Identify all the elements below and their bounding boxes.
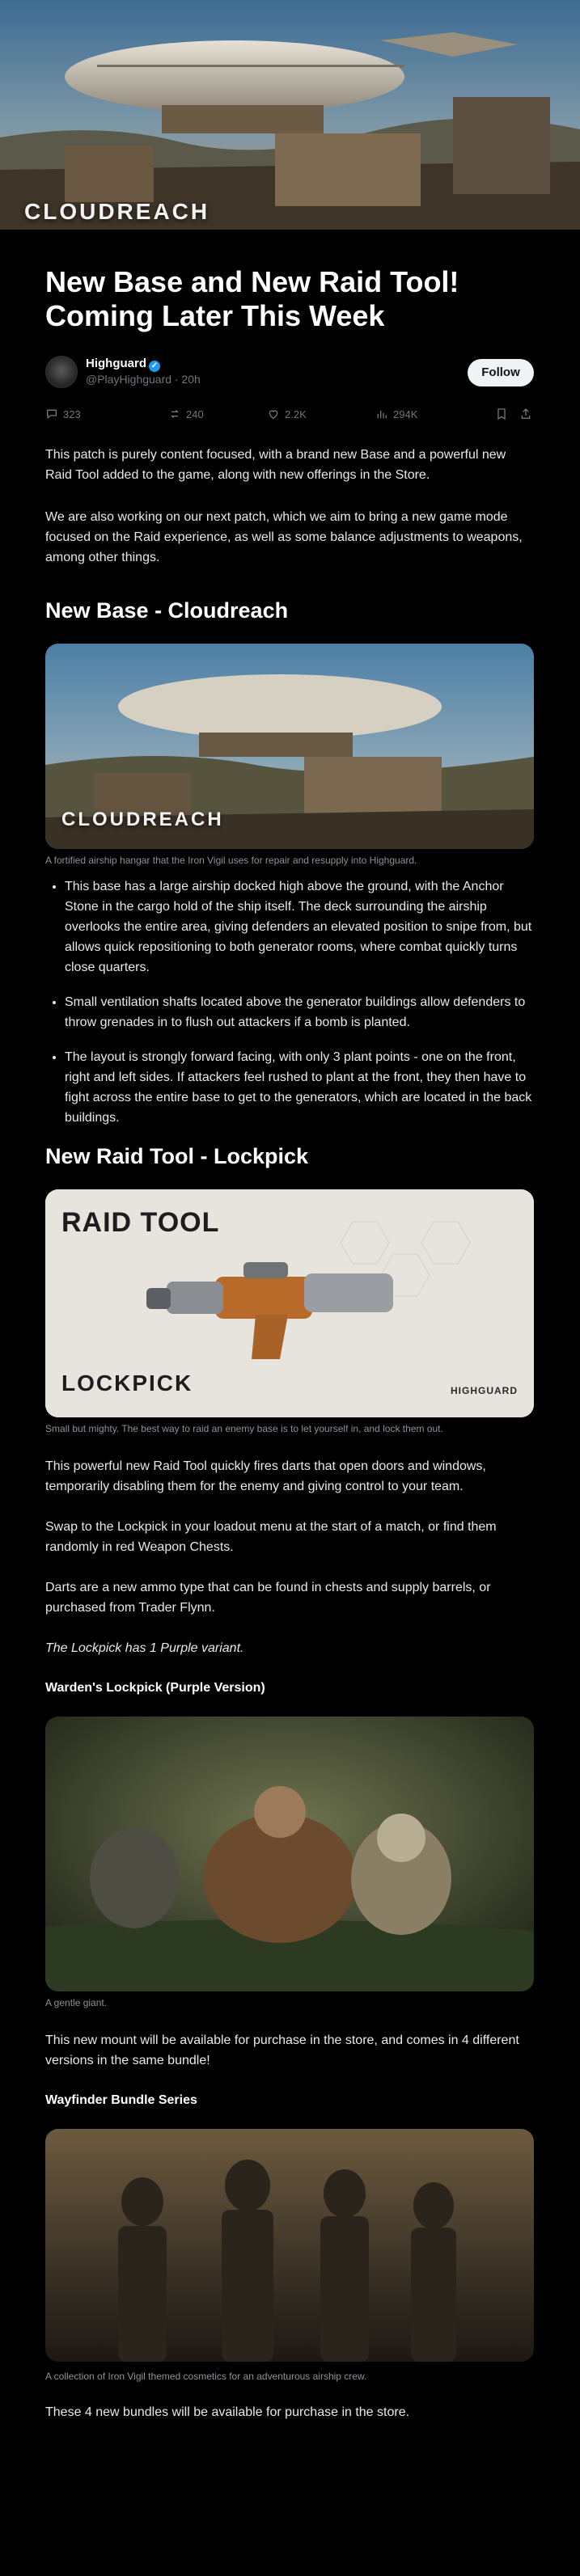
- reply-count: 323: [63, 408, 81, 420]
- warden-caption: A gentle giant.: [45, 1997, 108, 2008]
- section-heading-tool: New Raid Tool - Lockpick: [45, 1144, 309, 1168]
- warden-scene: [45, 1717, 534, 1991]
- lockpick-name: LOCKPICK: [61, 1370, 193, 1396]
- like-action[interactable]: [267, 408, 307, 420]
- bookmark-action[interactable]: [495, 408, 508, 420]
- list-item: • Small ventilation shafts located above the generator buildings allow defenders to throw grenades in to flush out attackers if a bomb is planted.: [65, 992, 534, 1033]
- lockpick-caption: Small but mighty. The best way to raid an enemy base is to let yourself in, and lock them out.: [45, 1423, 443, 1434]
- engagement-bar: [45, 401, 534, 429]
- tool-paragraph-3: Darts are a new ammo type that can be found in chests and supply barrels, or purchased from Trader Flynn.: [45, 1581, 491, 1615]
- cloudreach-image[interactable]: [45, 644, 534, 849]
- cloudreach-caption: A fortified airship hangar that the Iron Vigil uses for repair and resupply into Highguard.: [45, 855, 417, 866]
- repost-action[interactable]: [168, 408, 204, 420]
- hero-image: [0, 0, 580, 230]
- share-action[interactable]: [519, 408, 532, 420]
- follow-button[interactable]: Follow: [468, 359, 534, 386]
- list-item: • This base has a large airship docked high above the ground, with the Anchor Stone in the cargo hold of the ship itself. The deck surrounding the airship overlooks the entire area, giving defenders an elevated position to snipe from, but allows quick repositioning to both generator rooms, where combat quickly turns close quarters.: [65, 876, 534, 978]
- wayfinder-paragraph: These 4 new bundles will be available for purchase in the store.: [45, 2405, 410, 2419]
- tool-paragraph-2: Swap to the Lockpick in your loadout menu at the start of a match, or find them randomly in red Weapon Chests.: [45, 1520, 497, 1554]
- wayfinder-caption: A collection of Iron Vigil themed cosmetics for an adventurous airship crew.: [45, 2371, 367, 2382]
- list-item: • The layout is strongly forward facing, with only 3 plant points - one on the front, right and left sides. If attackers feel rushed to plant at the front, they then have to fight across the entire base to get to the generators, which are located in the back buildings.: [65, 1047, 534, 1128]
- views-action[interactable]: [375, 408, 417, 420]
- repost-count: 240: [186, 408, 204, 420]
- wayfinder-scene: [45, 2129, 534, 2362]
- avatar[interactable]: [45, 356, 78, 388]
- views-count: 294K: [393, 408, 418, 420]
- section-heading-wayfinder: Wayfinder Bundle Series: [45, 2093, 197, 2107]
- author-row: [45, 354, 534, 393]
- lockpick-brand: HIGHGUARD: [451, 1385, 518, 1396]
- variant-note: The Lockpick has 1 Purple variant.: [45, 1641, 244, 1655]
- views-chart-icon: [375, 408, 388, 420]
- lockpick-title: RAID TOOL: [61, 1207, 220, 1238]
- article: [45, 230, 534, 2422]
- wayfinder-image[interactable]: [45, 2129, 534, 2362]
- tool-paragraph-1: This powerful new Raid Tool quickly fires darts that open doors and windows, temporarily disabling them for the enemy and giving control to your team.: [45, 1459, 486, 1493]
- reply-icon: [45, 408, 58, 420]
- section-heading-warden: Warden's Lockpick (Purple Version): [45, 1681, 265, 1695]
- intro-paragraph-2: We are also working on our next patch, which we aim to bring a new game mode focused on the Raid experience, as well as some balance adjustments to weapons, among other things.: [45, 510, 523, 564]
- lockpick-image[interactable]: [45, 1189, 534, 1417]
- verified-badge-icon: ✓: [149, 361, 160, 372]
- repost-icon: [168, 408, 181, 420]
- bookmark-icon: [495, 408, 508, 420]
- cloudreach-wordmark: CLOUDREACH: [61, 809, 224, 830]
- intro-paragraph-1: This patch is purely content focused, with a brand new Base and a powerful new Raid Tool added to the game, along with new offerings in the Store.: [45, 448, 506, 482]
- article-title: New Base and New Raid Tool! Coming Later This Week: [45, 265, 459, 332]
- share-icon: [519, 408, 532, 420]
- author-name[interactable]: [86, 357, 160, 372]
- heart-icon: [267, 408, 280, 420]
- reply-action[interactable]: [45, 408, 81, 420]
- like-count: 2.2K: [285, 408, 307, 420]
- base-feature-list: [45, 876, 534, 1128]
- author-name-text[interactable]: Highguard: [86, 357, 146, 370]
- hero-scene: [0, 0, 580, 230]
- hero-wordmark: CLOUDREACH: [24, 199, 210, 224]
- warden-image[interactable]: [45, 1717, 534, 1991]
- author-handle-time: @PlayHighguard · 20h: [86, 373, 201, 386]
- warden-paragraph: This new mount will be available for purchase in the store, and comes in 4 different versions in the same bundle!: [45, 2033, 519, 2067]
- section-heading-base: New Base - Cloudreach: [45, 598, 289, 623]
